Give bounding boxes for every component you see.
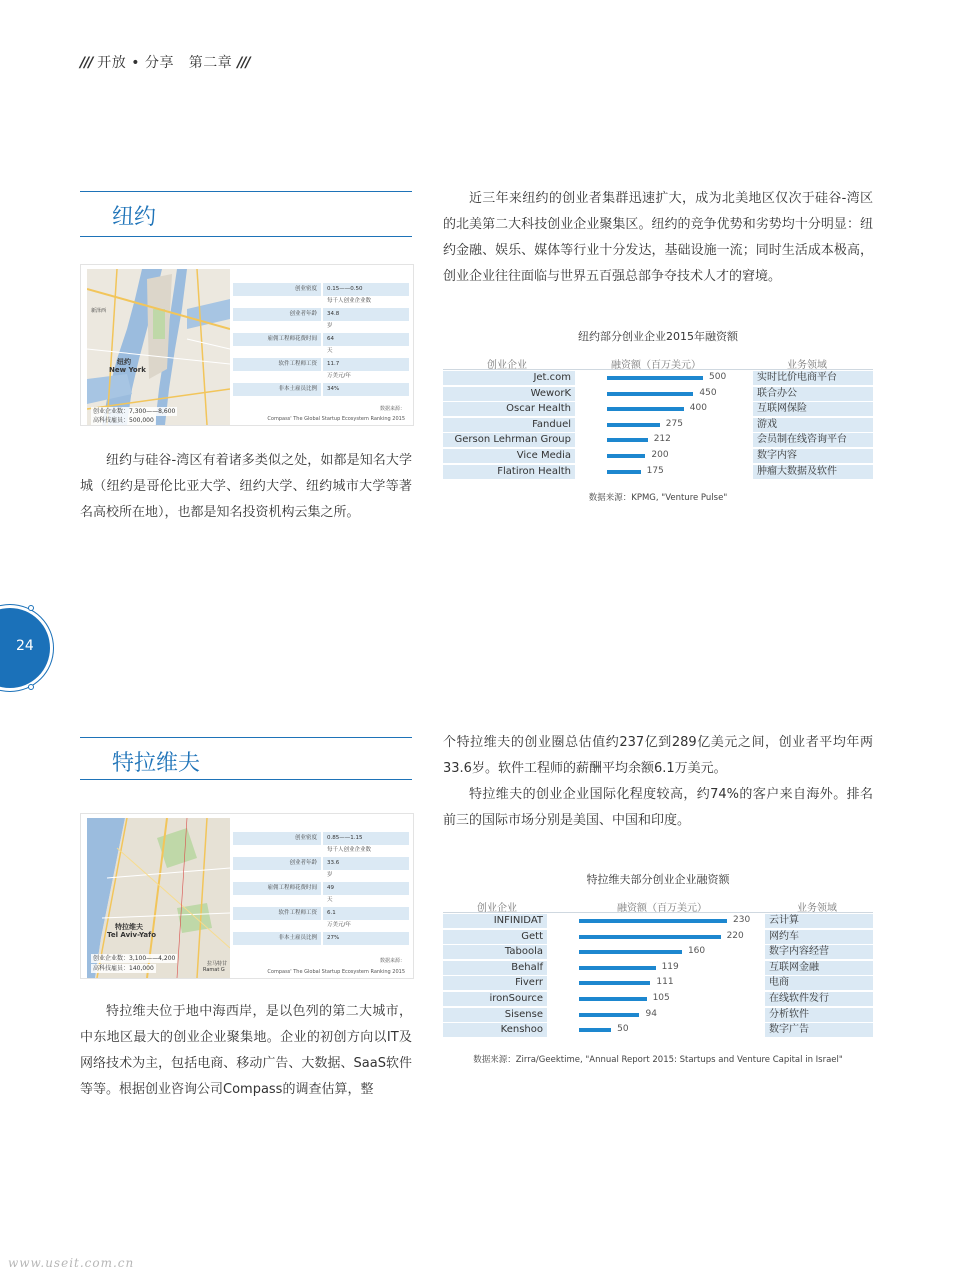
stat-label: 软件工程师工资 bbox=[233, 907, 321, 920]
ny-map-label-en: New York bbox=[109, 366, 146, 374]
chart-row bbox=[443, 960, 873, 976]
stat-row bbox=[233, 857, 409, 882]
stat-label: 创业者年龄 bbox=[233, 857, 321, 870]
industry-label: 互联网保险 bbox=[757, 403, 807, 415]
stat-label: 创业者年龄 bbox=[233, 308, 321, 321]
industry-label: 数字广告 bbox=[769, 1024, 809, 1036]
industry-label: 云计算 bbox=[769, 915, 799, 926]
chart-row bbox=[443, 448, 873, 464]
chart-row bbox=[443, 913, 873, 929]
tlv-map-label-cn: 特拉维夫 bbox=[115, 923, 143, 931]
tlv-card-source: Compass' The Global Startup Ecosystem Ranking 2015 bbox=[267, 969, 405, 975]
stat-unit: 万美元/年 bbox=[327, 373, 351, 379]
ny-funding-chart bbox=[443, 354, 873, 479]
header-bars-left: /// bbox=[80, 55, 93, 71]
chart-column-header: 业务领域 bbox=[787, 360, 827, 371]
funding-value-label: 400 bbox=[689, 403, 707, 414]
company-label: Flatiron Health bbox=[497, 465, 571, 477]
funding-bar bbox=[607, 407, 684, 411]
tlv-map-place: 拉马特甘 bbox=[207, 961, 228, 967]
ny-map-place-label: 新泽西 bbox=[91, 308, 107, 314]
stat-unit: 每千人创业企业数 bbox=[327, 298, 372, 304]
tlv-stat-table bbox=[233, 832, 409, 957]
running-header bbox=[80, 52, 250, 72]
stat-row bbox=[233, 882, 409, 907]
ny-map bbox=[87, 269, 230, 425]
company-label: Vice Media bbox=[516, 449, 571, 461]
funding-bar bbox=[607, 470, 641, 474]
company-label: Jet.com bbox=[533, 372, 571, 383]
ny-section-title: 纽约 bbox=[112, 205, 157, 230]
funding-value-label: 275 bbox=[665, 418, 683, 429]
funding-value-label: 175 bbox=[646, 465, 664, 476]
stat-value: 33.6 bbox=[323, 857, 409, 870]
tlv-map-foot-startups: 创业企业数：3,100——4,200 bbox=[93, 955, 176, 962]
funding-value-label: 105 bbox=[652, 992, 670, 1003]
ring-dot-top bbox=[28, 605, 34, 611]
chart-row bbox=[443, 991, 873, 1007]
ny-title-bottom-rule bbox=[80, 236, 412, 237]
stat-value: 0.15——0.50 bbox=[323, 283, 409, 296]
header-bars-right: /// bbox=[237, 55, 250, 71]
ny-map-foot-employees: 高科技雇员：500,000 bbox=[93, 417, 154, 424]
chart-row bbox=[443, 1022, 873, 1038]
tlv-map-label-en: Tel Aviv-Yafo bbox=[107, 931, 157, 939]
funding-value-label: 119 bbox=[661, 961, 679, 972]
tlv-intro-paragraph-2: 特拉维夫的创业企业国际化程度较高，约74%的客户来自海外。排名前三的国际市场分别是美国、中国和印度。 bbox=[443, 787, 873, 828]
ny-card-source-label: 数据来源： bbox=[379, 406, 405, 412]
chart-header-row bbox=[443, 354, 873, 370]
stat-value: 34.8 bbox=[323, 308, 409, 321]
industry-label: 联合办公 bbox=[757, 387, 797, 399]
funding-bar bbox=[579, 966, 656, 970]
stat-value: 27% bbox=[323, 932, 409, 945]
ny-intro-paragraph: 近三年来纽约的创业者集群迅速扩大，成为北美地区仅次于硅谷-湾区的北美第二大科技创业企业聚集区。纽约的竞争优势和劣势均十分明显：纽约金融、娱乐、媒体等行业十分发达，基础设施一流；同时生活成本极高，创业企业往往面临与世界五百强总部争夺技术人才的窘境。 bbox=[443, 191, 873, 284]
funding-bar bbox=[607, 392, 693, 396]
industry-label: 肿瘤大数据及软件 bbox=[757, 465, 837, 477]
tlv-desc-paragraph: 特拉维夫位于地中海西岸，是以色列的第二大城市，中东地区最大的创业企业聚集地。企业的初创方向以IT及网络技术为主，包括电商、移动广告、大数据、SaaS软件等等。根据创业咨询公司Compass的调查估算，整 bbox=[80, 1004, 412, 1097]
chart-row bbox=[443, 944, 873, 960]
industry-label: 分析软件 bbox=[769, 1008, 809, 1020]
company-label: INFINIDAT bbox=[493, 915, 543, 926]
funding-bar bbox=[607, 454, 645, 458]
company-label: WeworK bbox=[530, 387, 571, 399]
chart-row bbox=[443, 975, 873, 991]
tlv-map-foot-employees: 高科技雇员：140,000 bbox=[93, 965, 154, 972]
stat-value: 49 bbox=[323, 882, 409, 895]
stat-value: 11.7 bbox=[323, 358, 409, 371]
funding-bar bbox=[607, 438, 648, 442]
funding-bar bbox=[579, 997, 647, 1001]
chart-column-header: 融资额（百万美元） bbox=[617, 903, 707, 914]
stat-value: 0.85——1.15 bbox=[323, 832, 409, 845]
funding-bar bbox=[579, 950, 682, 954]
chart-column-header: 创业企业 bbox=[477, 903, 517, 914]
ny-city-card bbox=[80, 264, 414, 426]
chart-column-header: 业务领域 bbox=[797, 903, 837, 914]
stat-unit: 天 bbox=[327, 348, 333, 354]
funding-value-label: 500 bbox=[709, 372, 727, 382]
stat-row bbox=[233, 308, 409, 333]
ny-chart-title: 纽约部分创业企业2015年融资额 bbox=[578, 330, 738, 343]
funding-value-label: 200 bbox=[651, 449, 669, 460]
ny-map-foot-startups: 创业企业数：7,300——8,600 bbox=[93, 408, 176, 415]
ny-card-source: Compass' The Global Startup Ecosystem Ranking 2015 bbox=[267, 416, 405, 422]
industry-label: 互联网金融 bbox=[769, 961, 819, 973]
stat-unit: 岁 bbox=[327, 323, 333, 329]
company-label: Fiverr bbox=[515, 977, 543, 989]
company-label: Taboola bbox=[504, 946, 543, 958]
stat-row bbox=[233, 333, 409, 358]
stat-unit: 万美元/年 bbox=[327, 922, 351, 928]
funding-value-label: 212 bbox=[653, 434, 671, 445]
stat-label: 雇佣工程师花费时间 bbox=[233, 882, 321, 895]
chart-column-header: 融资额（百万美元） bbox=[611, 360, 701, 371]
industry-label: 电商 bbox=[769, 977, 789, 989]
tlv-city-card bbox=[80, 813, 414, 979]
ny-map-graphic bbox=[87, 269, 230, 425]
chart-header-row bbox=[443, 897, 873, 913]
industry-label: 数字内容经营 bbox=[769, 946, 829, 958]
ny-map-label-cn: 纽约 bbox=[117, 358, 131, 366]
funding-value-label: 50 bbox=[617, 1024, 629, 1035]
funding-value-label: 230 bbox=[733, 915, 751, 925]
header-text: 开放 • 分享 第二章 bbox=[97, 55, 233, 71]
stat-label: 非本土雇员比例 bbox=[233, 932, 321, 945]
stat-unit: 天 bbox=[327, 897, 333, 903]
funding-value-label: 111 bbox=[656, 977, 674, 988]
funding-bar bbox=[579, 1028, 611, 1032]
watermark: www.useit.com.cn bbox=[8, 1256, 135, 1270]
company-label: Fanduel bbox=[532, 418, 571, 430]
industry-label: 实时比价电商平台 bbox=[757, 372, 837, 383]
stat-unit: 每千人创业企业数 bbox=[327, 847, 372, 853]
funding-bar bbox=[579, 935, 721, 939]
stat-label: 创业密度 bbox=[233, 832, 321, 845]
company-label: Kenshoo bbox=[500, 1024, 543, 1036]
stat-row bbox=[233, 358, 409, 383]
stat-value: 34% bbox=[323, 383, 409, 396]
funding-value-label: 94 bbox=[645, 1008, 657, 1019]
funding-bar bbox=[579, 919, 727, 923]
tlv-funding-chart bbox=[443, 897, 873, 1038]
chart-row bbox=[443, 386, 873, 402]
stat-label: 雇佣工程师花费时间 bbox=[233, 333, 321, 346]
tlv-chart-source: 数据来源：Zirra/Geektime, "Annual Report 2015: Startups and Venture Capital in Israel" bbox=[473, 1055, 843, 1065]
chart-row bbox=[443, 417, 873, 433]
chart-column-header: 创业企业 bbox=[487, 360, 527, 371]
company-label: Behalf bbox=[511, 961, 543, 973]
page-number: 24 bbox=[16, 638, 34, 654]
ny-title-top-rule bbox=[80, 191, 412, 192]
ny-stat-table bbox=[233, 283, 409, 408]
chart-row bbox=[443, 432, 873, 448]
tlv-title-top-rule bbox=[80, 737, 412, 738]
tlv-map-place-en: Ramat G bbox=[203, 967, 225, 973]
stat-value: 6.1 bbox=[323, 907, 409, 920]
tlv-chart-title: 特拉维夫部分创业企业融资额 bbox=[586, 873, 730, 886]
tlv-map bbox=[87, 818, 230, 978]
stat-label: 创业密度 bbox=[233, 283, 321, 296]
tlv-section-title: 特拉维夫 bbox=[112, 751, 201, 776]
chart-row bbox=[443, 929, 873, 945]
ny-chart-source: 数据来源：KPMG, "Venture Pulse" bbox=[588, 493, 728, 503]
funding-bar bbox=[607, 423, 660, 427]
chart-row bbox=[443, 464, 873, 480]
stat-value: 64 bbox=[323, 333, 409, 346]
stat-row bbox=[233, 283, 409, 308]
chart-row bbox=[443, 1007, 873, 1023]
chart-row bbox=[443, 370, 873, 386]
industry-label: 在线软件发行 bbox=[769, 992, 829, 1004]
industry-label: 游戏 bbox=[757, 418, 777, 430]
funding-value-label: 220 bbox=[726, 930, 744, 941]
company-label: Gett bbox=[521, 930, 543, 942]
company-label: ironSource bbox=[489, 992, 543, 1004]
stat-label: 非本土雇员比例 bbox=[233, 383, 321, 396]
stat-unit: 岁 bbox=[327, 872, 333, 878]
industry-label: 数字内容 bbox=[757, 449, 797, 461]
stat-row bbox=[233, 907, 409, 932]
stat-label: 软件工程师工资 bbox=[233, 358, 321, 371]
stat-row bbox=[233, 832, 409, 857]
funding-value-label: 160 bbox=[687, 946, 706, 957]
funding-value-label: 450 bbox=[699, 387, 717, 398]
chart-row bbox=[443, 401, 873, 417]
industry-label: 网约车 bbox=[769, 930, 799, 942]
industry-label: 会员制在线咨询平台 bbox=[757, 434, 847, 446]
funding-bar bbox=[579, 1013, 639, 1017]
funding-bar bbox=[607, 376, 703, 380]
tlv-card-source-label: 数据来源： bbox=[379, 958, 405, 964]
tlv-title-bottom-rule bbox=[80, 779, 412, 780]
ny-desc-paragraph: 纽约与硅谷-湾区有着诸多类似之处，如都是知名大学城（纽约是哥伦比亚大学、纽约大学、纽约城市大学等著名高校所在地），也都是知名投资机构云集之所。 bbox=[80, 453, 412, 520]
stat-row bbox=[233, 932, 409, 957]
funding-bar bbox=[579, 981, 650, 985]
company-label: Gerson Lehrman Group bbox=[454, 434, 571, 446]
company-label: Sisense bbox=[504, 1008, 543, 1020]
ring-dot-bottom bbox=[28, 684, 34, 690]
company-label: Oscar Health bbox=[506, 403, 571, 415]
tlv-intro-paragraph-1: 个特拉维夫的创业圈总估值约237亿到289亿美元之间，创业者平均年两33.6岁。软件工程师的薪酬平均余额6.1万美元。 bbox=[443, 735, 873, 776]
